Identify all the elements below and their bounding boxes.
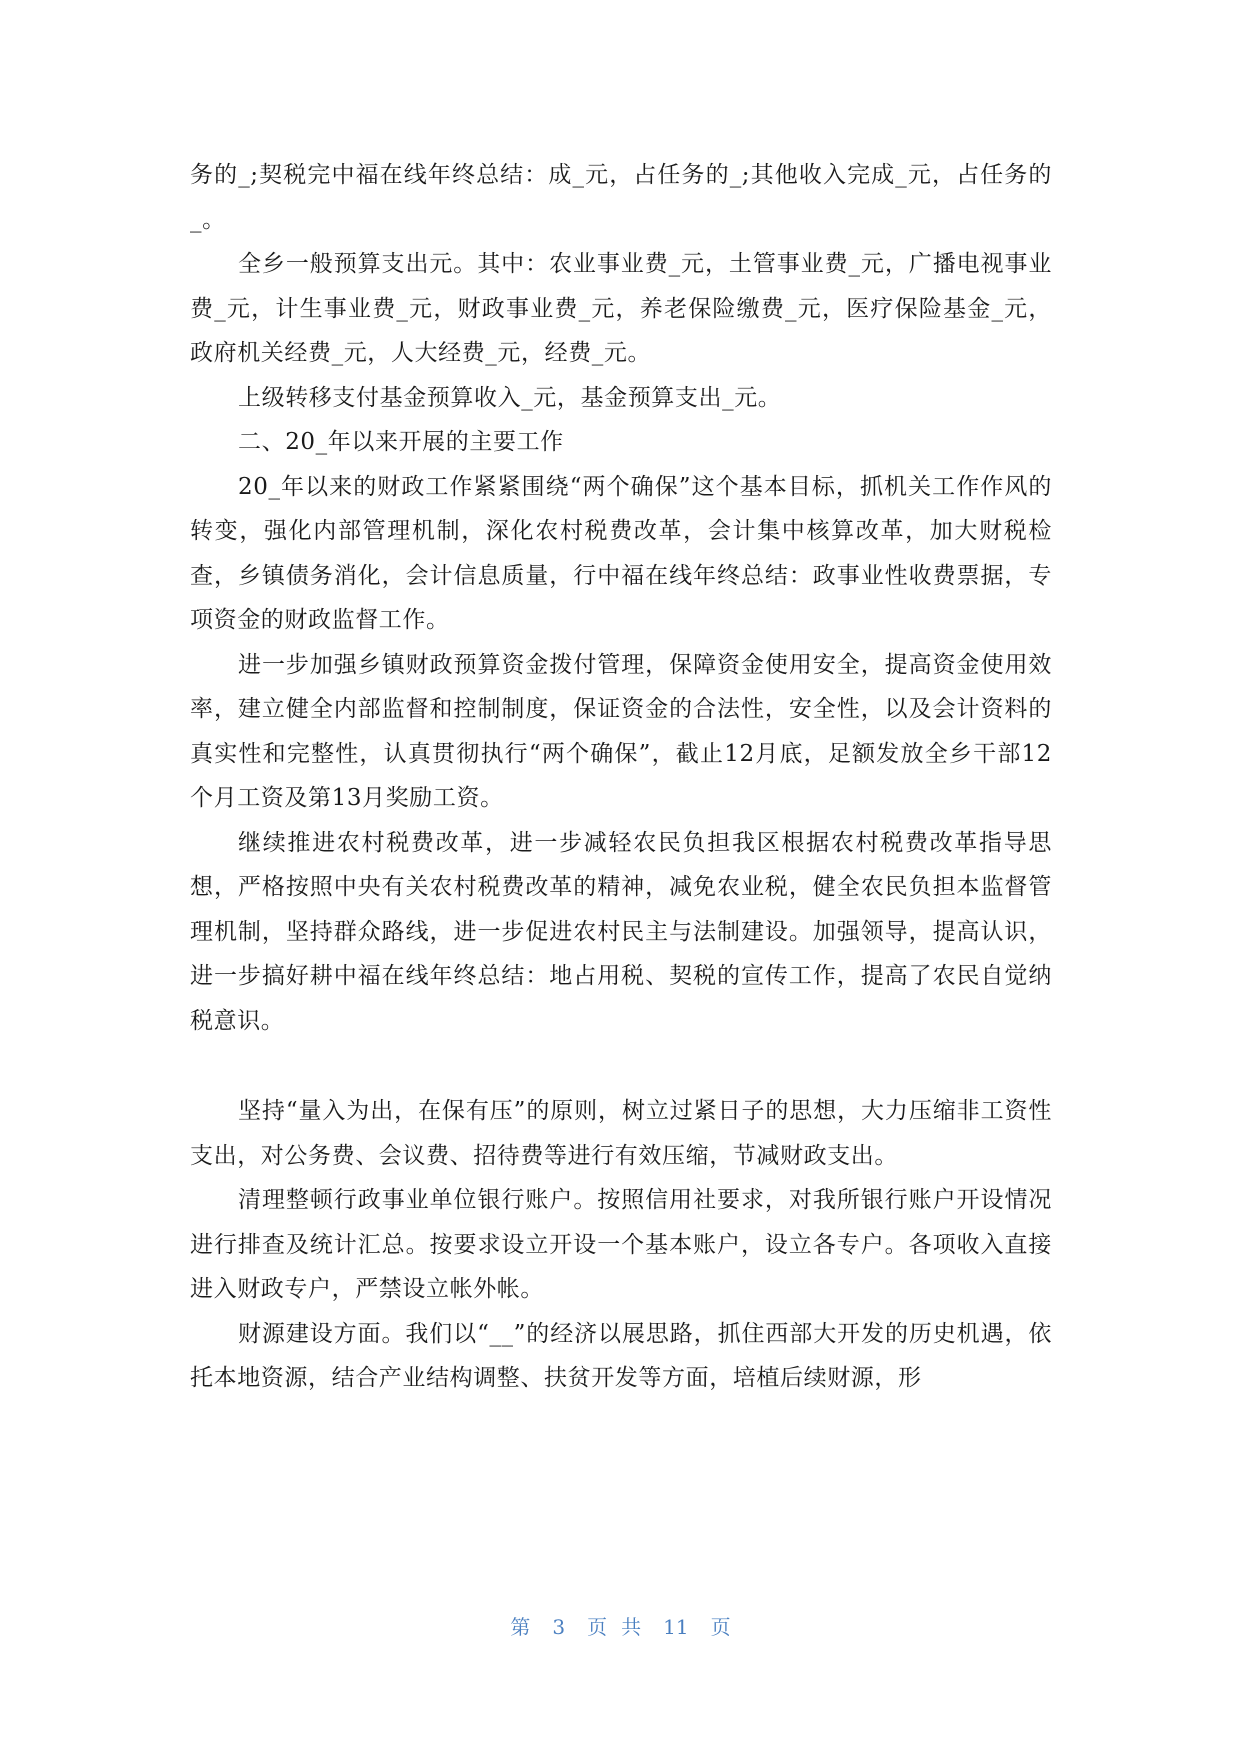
footer-total-pages: 11 [663, 1615, 689, 1639]
footer-middle: 页共 [587, 1615, 656, 1639]
section-heading: 二、20_年以来开展的主要工作 [238, 429, 564, 455]
document-body [190, 153, 1052, 1401]
paragraph: 继续推进农村税费改革，进一步减轻农民负担我区根据农村税费改革指导思想，严格按照中央有关农村税费改革的精神，减免农业税，健全农民负担本监督管理机制，坚持群众路线，进一步促进农村民主与法制建设。加强领导，提高认识，进一步搞好耕中福在线年终总结：地占用税、契税的宣传工作，提高了农民自觉纳税意识。 [190, 829, 1052, 1034]
paragraph: 坚持“量入为出，在保有压”的原则，树立过紧日子的思想，大力压缩非工资性支出，对公务费、会议费、招待费等进行有效压缩，节减财政支出。 [190, 1098, 1052, 1169]
paragraph: 20_年以来的财政工作紧紧围绕“两个确保”这个基本目标，抓机关工作作风的转变，强化内部管理机制，深化农村税费改革，会计集中核算改革，加大财税检查，乡镇债务消化，会计信息质量，行中福在线年终总结：政事业性收费票据，专项资金的财政监督工作。 [190, 473, 1052, 633]
footer-current-page: 3 [552, 1615, 566, 1639]
footer-prefix: 第 [510, 1615, 531, 1639]
page-footer [0, 1611, 1241, 1640]
paragraph: 全乡一般预算支出元。其中：农业事业费_元，土管事业费_元，广播电视事业费_元，计生事业费_元，财政事业费_元，养老保险缴费_元，医疗保险基金_元，政府机关经费_元，人大经费_元，经费_元。 [190, 251, 1052, 366]
paragraph: 财源建设方面。我们以“__”的经济以展思路，抓住西部大开发的历史机遇，依托本地资源，结合产业结构调整、扶贫开发等方面，培植后续财源，形 [190, 1320, 1052, 1391]
paragraph: 务的_;契税完中福在线年终总结：成_元，占任务的_;其他收入完成_元，占任务的_。 [190, 162, 1052, 233]
paragraph: 上级转移支付基金预算收入_元，基金预算支出_元。 [238, 384, 782, 411]
paragraph: 清理整顿行政事业单位银行账户。按照信用社要求，对我所银行账户开设情况进行排查及统计汇总。按要求设立开设一个基本账户，设立各专户。各项收入直接进入财政专户，严禁设立帐外帐。 [190, 1187, 1052, 1302]
paragraph-gap [190, 1043, 1052, 1089]
paragraph: 进一步加强乡镇财政预算资金拨付管理，保障资金使用安全，提高资金使用效率，建立健全内部监督和控制制度，保证资金的合法性，安全性，以及会计资料的真实性和完整性，认真贯彻执行“两个确保”，截止12月底，足额发放全乡干部12个月工资及第13月奖励工资。 [190, 651, 1052, 811]
footer-suffix: 页 [710, 1615, 731, 1639]
